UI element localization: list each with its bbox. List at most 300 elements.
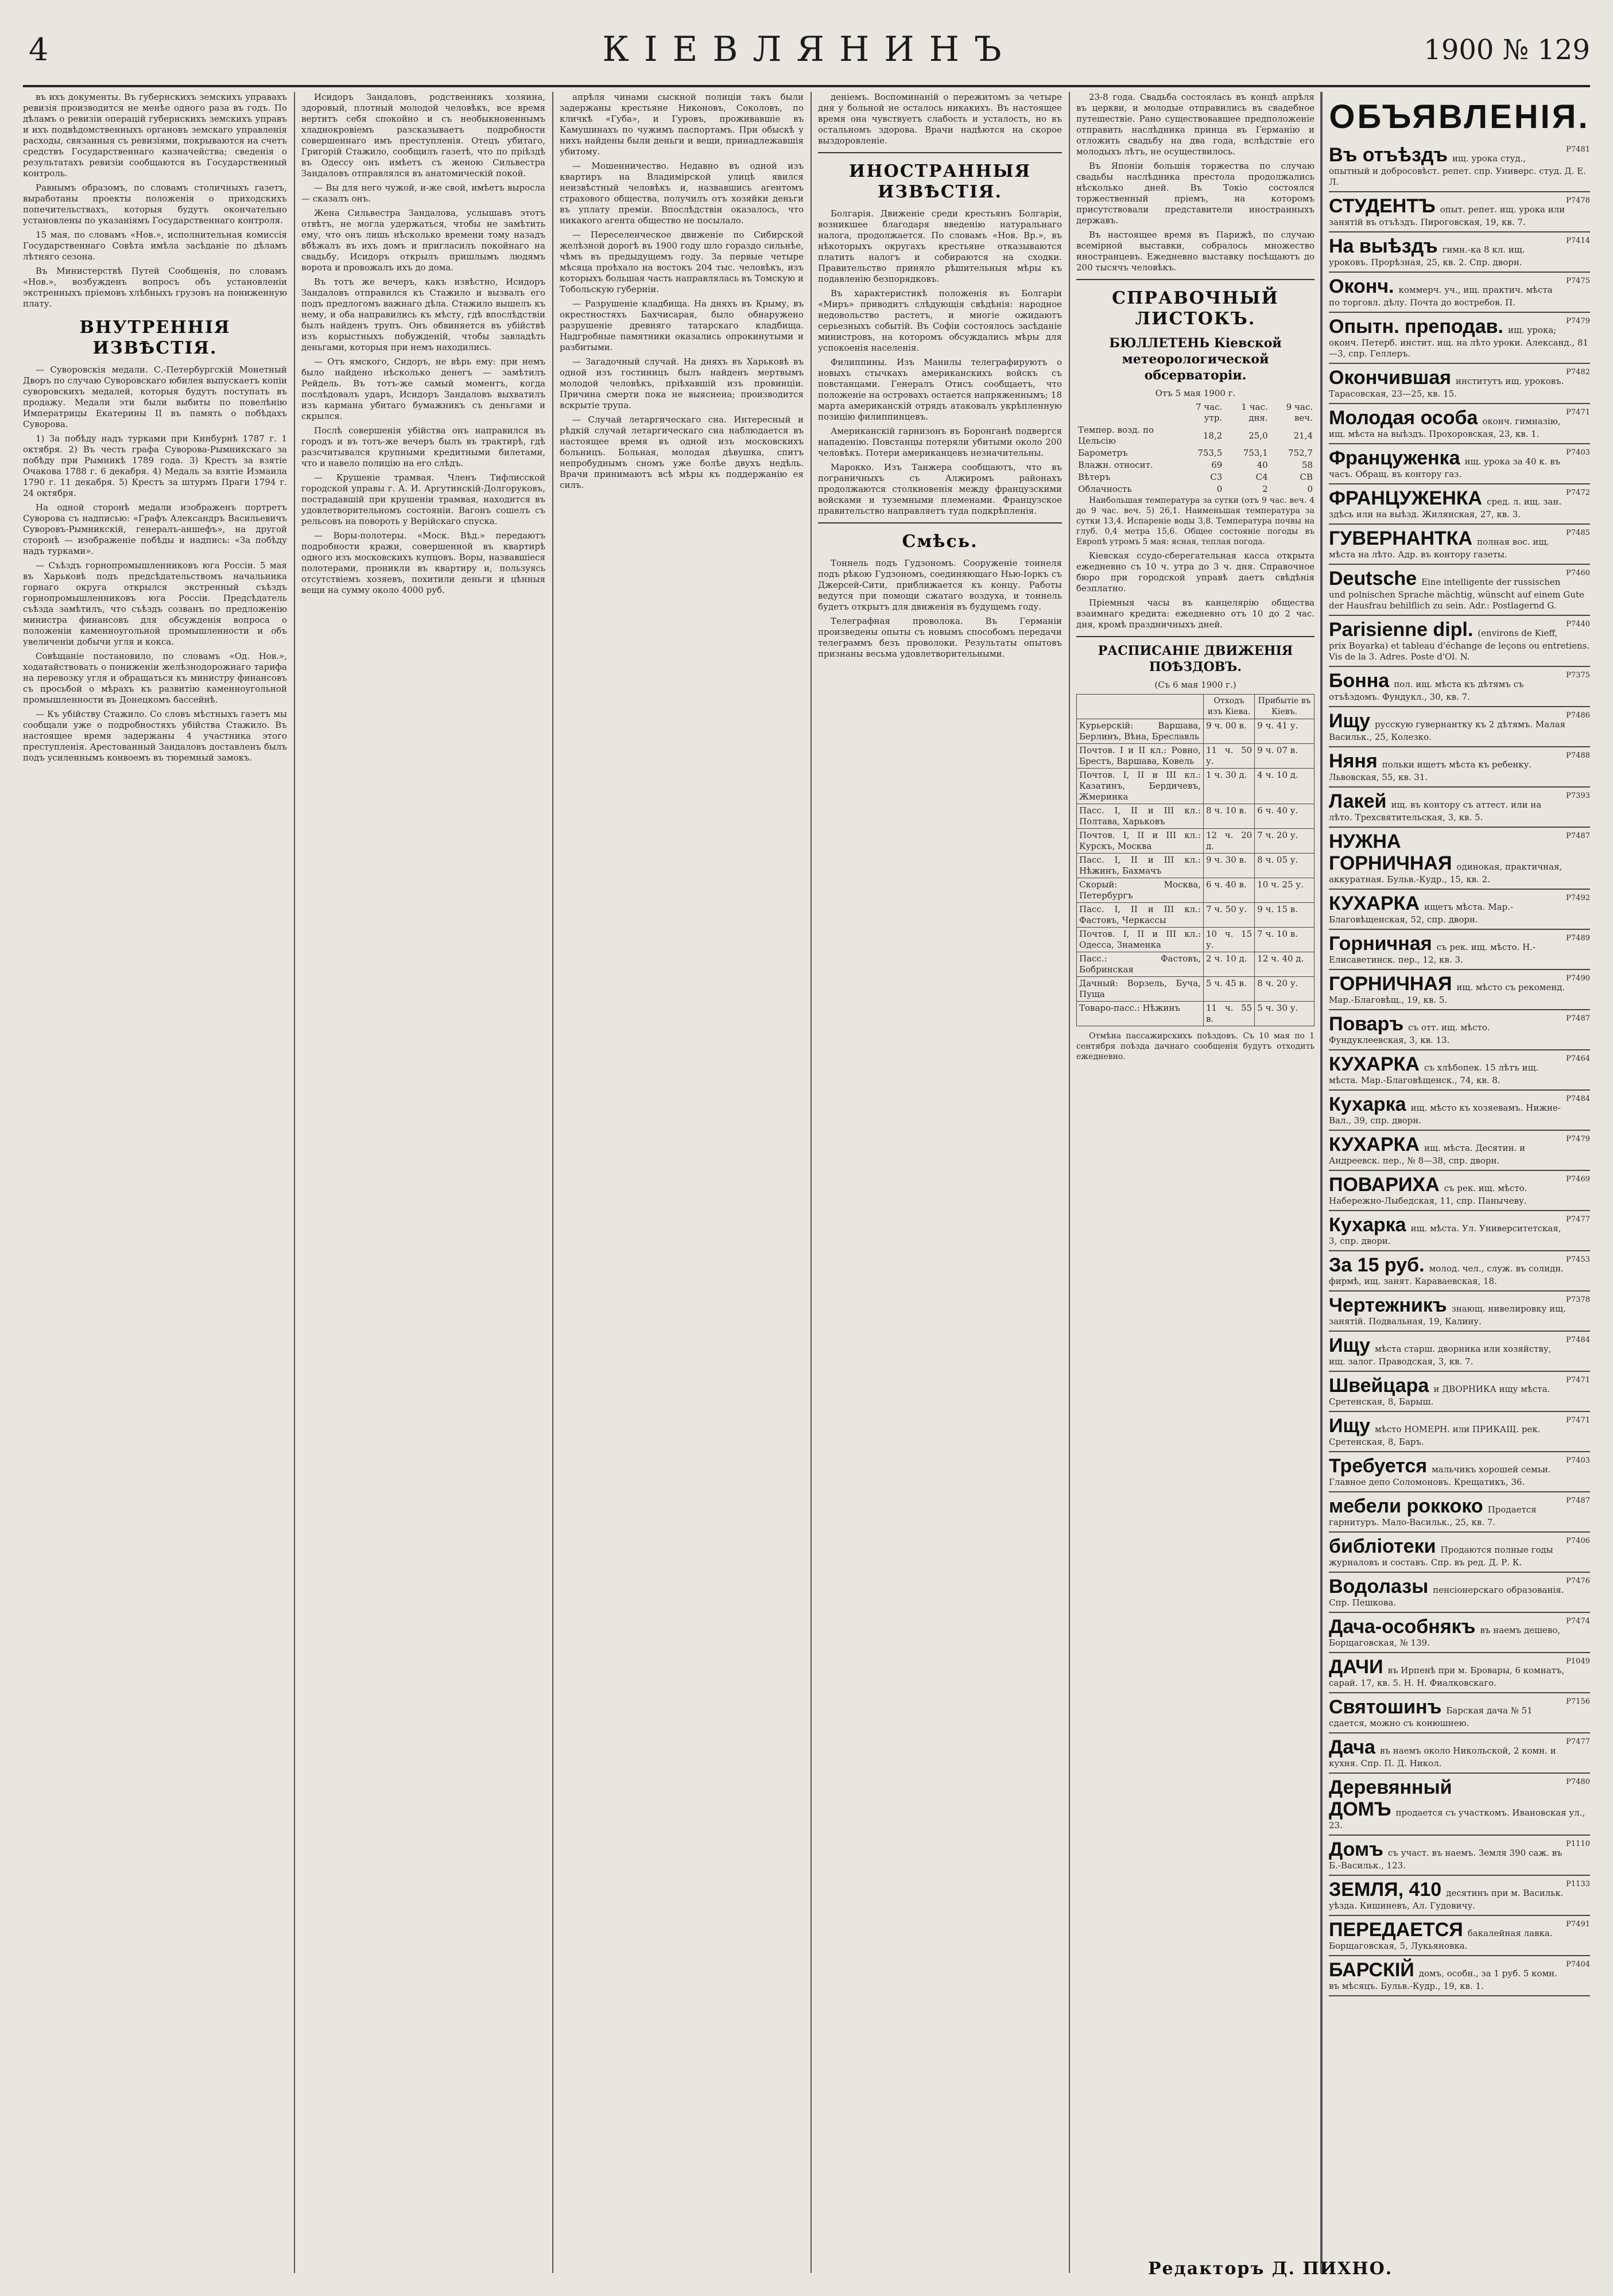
ad-text: сред. л. ищ. зан. здѣсь или на выѣзд. Жилянская, 27, кв. 3. (1329, 497, 1562, 519)
ad-code: Р7404 (1566, 1960, 1590, 1969)
ad-text: пол. ищ. мѣста къ дѣтямъ съ отъѣздомъ. Фундукл., 30, кв. 7. (1329, 679, 1524, 702)
ad-text: ищ. мѣсто къ хозяевамъ. Нижне-Вал., 39, спр. дворн. (1329, 1103, 1561, 1126)
ad-headline: НУЖНА ГОРНИЧНАЯ (1329, 831, 1452, 874)
ad-code: Р7414 (1566, 236, 1590, 245)
column-2 (301, 92, 545, 2273)
weather-cell: 18,2 (1203, 430, 1223, 441)
weather-row (1076, 483, 1315, 495)
schedule-departure: 9 ч. 30 в. (1203, 854, 1254, 878)
schedule-departure: 7 ч. 50 у. (1203, 903, 1254, 928)
ad-headline: Поваръ (1329, 1013, 1404, 1035)
paragraph: Американскій гарнизонъ въ Боронганѣ подвергся нападенію. Повстанцы потеряли убитыми около 200 человѣкъ. Потери американцевъ незначительны. (818, 426, 1062, 458)
ad-code: Р7487 (1566, 1496, 1590, 1505)
ad-text: ищ. урока; оконч. Петерб. инстит. ищ. на лѣто уроки. Александ., 81—3, спр. Геллеръ. (1329, 325, 1589, 359)
ad-code: Р7489 (1566, 934, 1590, 943)
ad-headline: Деревянный ДОМЪ (1329, 1777, 1452, 1820)
paragraph: — Разрушеніе кладбища. На дняхъ въ Крыму, въ окрестностяхъ Бахчисарая, было обнаружено разрушеніе древняго татарскаго кладбища. Надгробные памятники оказались опрокинутыми и разбитыми. (560, 298, 804, 352)
ad-headline: ДАЧИ (1329, 1656, 1383, 1678)
ad-text: Барская дача № 51 сдается, можно съ конюшнею. (1329, 1705, 1533, 1728)
ad-headline: КУХАРКА (1329, 1053, 1420, 1075)
ad-text: оконч. гимназію, ищ. мѣста на выѣздъ. Прохоровская, 23, кв. 1. (1329, 416, 1561, 439)
divider (1076, 279, 1315, 280)
ad-text: институтъ ищ. уроковъ. Тарасовская, 23—25, кв. 15. (1329, 376, 1564, 399)
ad-headline: Въ отъѣздъ (1329, 144, 1448, 166)
schedule-route: Пасс. I, II и III кл.: Фастовъ, Черкассы (1077, 903, 1204, 928)
schedule-arrival: 6 ч. 40 у. (1255, 804, 1315, 829)
schedule-row (1077, 928, 1315, 952)
weather-header-cell: 7 час. утр. (1195, 402, 1223, 423)
ad-headline: Француженка (1329, 447, 1460, 469)
schedule-header-cell: Прибытіе въ Кіевъ. (1255, 695, 1315, 719)
ad-text: опыт. репет. ищ. урока или занятій въ отъѣздъ. Пироговская, 19, кв. 7. (1329, 204, 1565, 227)
ad-text: домъ, особн., за 1 руб. 5 комн. въ мѣсяцъ. Бульв.-Кудр., 19, кв. 1. (1329, 1968, 1557, 1991)
ad-text: мальчикъ хорошей семьи. Главное депо Соломоновъ. Крещатикъ, 36. (1329, 1464, 1551, 1487)
ad-code: Р7477 (1566, 1215, 1590, 1224)
paragraph: — Вы для него чужой, и-же свой, имѣетъ выросла — сказалъ онъ. (301, 183, 545, 204)
paragraph: Жена Сильвестра Зандалова, услышавъ этотъ отвѣтъ, не могла удержаться, чтобы не замѣтить ему, что онъ лишь нѣсколько времени тому назадъ вбѣжалъ въ ихъ домъ и пригласилъ покойнаго на свадьбу. Исидоръ открылъ пришлымъ людямъ ворота и провожалъ ихъ до дома. (301, 208, 545, 273)
ad-code: Р7375 (1566, 671, 1590, 680)
ad-text: (environs de Kieff, prix Boyarka) et tableau d'échange de leçons ou entretiens. Vis de la 3. Adres. Poste d'Ol. N. (1329, 628, 1590, 662)
weather-cell: 753,5 (1197, 448, 1223, 458)
classified-ad (1329, 1836, 1590, 1876)
paragraph: — Отъ ямского, Сидоръ, не вѣрь ему: при немъ было найдено нѣсколько денегъ — замѣтилъ Рейдель. Въ тотъ-же самый моментъ, когда послѣдовалъ ударъ, Исидоръ Зандаловъ выхватилъ изъ кармана убитаго бумажникъ съ деньгами и скрылся. (301, 356, 545, 421)
paragraph: Послѣ совершенія убійства онъ направился въ городъ и въ тотъ-же вечеръ былъ въ трактирѣ, гдѣ разсчитывался крупными кредитными билетами, что и навело полицію на его слѣдъ. (301, 425, 545, 468)
classified-ad (1329, 1010, 1590, 1050)
paragraph: Тоннель подъ Гудзономъ. Сооруженіе тоннеля подъ рѣкою Гудзономъ, соединяющаго Нью-Іоркъ съ Джерсей-Сити, приближается къ концу. Работы ведутся при помощи сжатаго воздуха, и тоннель будетъ открытъ для движенія въ будущемъ году. (818, 558, 1062, 612)
classified-ad (1329, 1251, 1590, 1292)
ad-headline: библіотеки (1329, 1535, 1436, 1557)
paragraph: Болгарія. Движеніе среди крестьянъ Болгаріи, возникшее благодаря введенію натуральнаго налога, продолжается. По словамъ «Нов. Вр.», въ нѣкоторыхъ округахъ крестьяне отказываются платить налогъ и собираются на сходки. Правительство приняло рѣшительныя мѣры къ подавленію безпорядковъ. (818, 208, 1062, 284)
schedule-departure: 11 ч. 55 в. (1203, 1002, 1254, 1026)
schedule-route: Дачный: Ворзель, Буча, Пуща (1077, 977, 1204, 1002)
schedule-route: Почтов. I, II и III кл.: Казатинъ, Бердичевъ, Жмеринка (1077, 769, 1204, 804)
classified-ad (1329, 484, 1590, 525)
paragraph: 23-8 года. Свадьба состоялась въ концѣ апрѣля въ церкви, и молодые отправились въ свадебное путешествіе. Рано существовавшее предположеніе отправить наслѣдника принца въ Германію и отложить свадьбу на два года, вслѣдствіе его молодыхъ лѣтъ, не осуществилось. (1076, 92, 1315, 157)
ad-text: ищ. урока за 40 к. въ часъ. Обращ. въ контору газ. (1329, 456, 1561, 479)
schedule-arrival: 8 ч. 05 у. (1255, 854, 1315, 878)
ad-text: съ участ. въ наемъ. Земля 390 саж. въ Б.-Васильк., 123. (1329, 1848, 1562, 1871)
schedule-departure: 12 ч. 20 д. (1203, 829, 1254, 854)
column-4 (818, 92, 1062, 2273)
classified-ad (1329, 1211, 1590, 1251)
weather-cell: С3 (1210, 472, 1223, 482)
issue-date: 1900 № 129 (1424, 34, 1590, 66)
classified-ad (1329, 1573, 1590, 1613)
schedule-row (1077, 829, 1315, 854)
ad-headline: Дача (1329, 1736, 1375, 1758)
weather-cell: Барометръ (1078, 448, 1128, 458)
schedule-arrival: 9 ч. 15 в. (1255, 903, 1315, 928)
ad-code: Р7476 (1566, 1577, 1590, 1585)
ad-code: Р7488 (1566, 751, 1590, 760)
weather-cell: 753,1 (1243, 448, 1268, 458)
schedule-row (1077, 769, 1315, 804)
schedule-row (1077, 878, 1315, 903)
ad-text: въ наемъ дешево, Борщаговская, № 139. (1329, 1625, 1561, 1648)
classified-ad (1329, 707, 1590, 747)
paragraph: 15 мая, по словамъ «Нов.», исполнительная комиссія Государственнаго Совѣта имѣла засѣданіе по дѣламъ лѣтняго сезона. (23, 230, 287, 262)
bulletin-date: Отъ 5 мая 1900 г. (1155, 388, 1236, 398)
ad-headline: мебели роккоко (1329, 1495, 1483, 1517)
classified-ad (1329, 1533, 1590, 1573)
ad-code: Р7484 (1566, 1336, 1590, 1344)
paragraph: — Мошенничество. Недавно въ одной изъ квартиръ на Владимірской улицѣ явился неизвѣстный человѣкъ и, назвавшись агентомъ страхового общества, получилъ отъ хозяйки деньги въ уплату преміи. Впослѣдствіи оказалось, что никакого агента общество не посылало. (560, 161, 804, 226)
paragraph: Въ тотъ же вечеръ, какъ извѣстно, Исидоръ Зандаловъ отправился къ Стажило и вызвалъ его подъ предлогомъ важнаго дѣла. Стажило вышелъ къ нему, и оба направились къ мѣсту, гдѣ впослѣдствіи былъ найденъ трупъ. Онъ обвиняется въ убійствѣ изъ корыстныхъ побужденій, чтобы завладѣть деньгами, которыя при немъ находились. (301, 277, 545, 352)
paragraph: — Къ убійству Стажило. Со словъ мѣстныхъ газетъ мы сообщали уже о подробностяхъ убійства Стажило. Въ настоящее время задержаны 4 участника этого преступленія. Арестованный Зандаловъ доставленъ былъ подъ усиленнымъ конвоемъ въ тюремный замокъ. (23, 709, 287, 763)
ad-text: польки ищетъ мѣста къ ребенку. Львовская, 55, кв. 31. (1329, 759, 1532, 782)
classified-ad (1329, 1613, 1590, 1653)
classified-ad (1329, 970, 1590, 1010)
ad-text: бакалейная лавка. Борщаговская, 5, Лукьяновка. (1329, 1928, 1553, 1951)
ad-headline: ПЕРЕДАЕТСЯ (1329, 1919, 1463, 1941)
schedule-arrival: 10 ч. 25 у. (1255, 878, 1315, 903)
column-5 (1076, 92, 1315, 2250)
classified-ad (1329, 1171, 1590, 1211)
ad-text: съ рек. ищ. мѣсто. Набережно-Лыбедская, 11, спр. Панычеву. (1329, 1183, 1527, 1206)
ad-text: въ наемъ около Никольской, 2 комн. и кухня. Спр. П. Д. Никол. (1329, 1746, 1556, 1768)
schedule-arrival: 4 ч. 10 д. (1255, 769, 1315, 804)
weather-cell: Влажн. относит. (1078, 460, 1153, 470)
classified-ad (1329, 1292, 1590, 1332)
ad-text: знающ. нивелировку ищ. занятій. Подвальная, 19, Калину. (1329, 1304, 1566, 1327)
ad-code: Р7484 (1566, 1095, 1590, 1103)
ads-heading: ОБЪЯВЛЕНІЯ. (1329, 98, 1590, 135)
schedule-departure: 6 ч. 40 в. (1203, 878, 1254, 903)
classified-ad (1329, 1372, 1590, 1412)
ad-code: Р7485 (1566, 529, 1590, 537)
paragraph: 1) За побѣду надъ турками при Кинбурнѣ 1787 г. 1 октября. 2) Въ честь графа Суворова-Рымникскаго за побѣду при Рымникѣ 1789 года. 3) Крестъ за взятіе Очакова 1788 г. 6 декабря. 4) Медаль за взятіе Измаила 1790 г. 11 декабря. 5) Крестъ за штурмъ Праги 1794 г. 24 октября. (23, 433, 287, 498)
schedule-route: Почтов. I, II и III кл.: Курскъ, Москва (1077, 829, 1204, 854)
classified-ad (1329, 232, 1590, 273)
divider (818, 522, 1062, 523)
section-heading-foreign: ИНОСТРАННЫЯ ИЗВѢСТІЯ. (848, 161, 1032, 202)
ad-code: Р1049 (1566, 1657, 1590, 1666)
column-rule (811, 92, 812, 2273)
ad-code: Р7482 (1566, 368, 1590, 377)
ad-text: ищ. мѣста. Ул. Университетская, 3, спр. двори. (1329, 1223, 1561, 1246)
schedule-route: Почтов. I, II и III кл.: Одесса, Знаменка (1077, 928, 1204, 952)
ad-headline: На выѣздъ (1329, 235, 1438, 257)
ad-code: Р7477 (1566, 1737, 1590, 1746)
classified-ad (1329, 273, 1590, 313)
weather-row (1076, 459, 1315, 471)
schedule-date: (Съ 6 мая 1900 г.) (1154, 680, 1236, 690)
weather-header-row (1076, 401, 1315, 424)
ad-code: Р7472 (1566, 488, 1590, 497)
schedule-row (1077, 804, 1315, 829)
paragraph: — Загадочный случай. На дняхъ въ Харьковѣ въ одной изъ гостиницъ былъ найденъ мертвымъ молодой человѣкъ, пріѣхавшій изъ провинціи. Причина смерти пока не выяснена; производится вскрытіе трупа. (560, 356, 804, 410)
ad-code: Р7474 (1566, 1617, 1590, 1626)
schedule-departure: 10 ч. 15 у. (1203, 928, 1254, 952)
classified-ad (1329, 1452, 1590, 1492)
divider (1076, 636, 1315, 637)
ad-headline: ГУВЕРНАНТКА (1329, 528, 1473, 549)
schedule-arrival: 8 ч. 20 у. (1255, 977, 1315, 1002)
weather-cell: 25,0 (1248, 430, 1268, 441)
ad-headline: Кухарка (1329, 1214, 1406, 1236)
paragraph: — Переселенческое движеніе по Сибирской желѣзной дорогѣ въ 1900 году шло гораздо сильнѣе, чѣмъ въ предыдущемъ году. За первые четыре мѣсяца проѣхало на востокъ 204 тыс. человѣкъ, изъ которыхъ большая часть направлялась въ Томскую и Тобольскую губерніи. (560, 230, 804, 294)
paragraph: Отмѣна пассажирскихъ поѣздовъ. Съ 10 мая по 1 сентября поѣзда дачнаго сообщенія будутъ отходить ежедневно. (1076, 1031, 1315, 1061)
weather-cell: Темпер. возд. по Цельсію (1078, 425, 1154, 446)
classified-ad (1329, 616, 1590, 667)
ad-headline: Дача-особнякъ (1329, 1616, 1476, 1638)
ad-headline: ПОВАРИХА (1329, 1174, 1440, 1196)
ad-headline: Молодая особа (1329, 407, 1478, 429)
schedule-row (1077, 744, 1315, 769)
classified-ad (1329, 525, 1590, 565)
ad-text: Продается гарнитуръ. Мало-Васильк., 25, кв. 7. (1329, 1504, 1537, 1527)
ad-text: Продаются полные годы журналовъ и составъ. Спр. въ ред. Д. Р. К. (1329, 1545, 1553, 1568)
classified-ad (1329, 1332, 1590, 1372)
classified-ad (1329, 667, 1590, 707)
ad-headline: ГОРНИЧНАЯ (1329, 973, 1452, 995)
weather-cell: Облачность (1078, 484, 1132, 494)
weather-cell: Вѣтеръ (1078, 472, 1111, 482)
ad-headline: Чертежникъ (1329, 1294, 1447, 1316)
paragraph: Совѣщаніе постановило, по словамъ «Од. Нов.», ходатайствовать о пониженіи желѣзнодорожнаго тарифа на перевозку угля и обращаться къ министру финансовъ съ просьбой о мѣрахъ къ развитію каменноугольной промышленности въ Донецкомъ бассейнѣ. (23, 651, 287, 705)
ad-headline: КУХАРКА (1329, 893, 1420, 914)
classified-ad (1329, 1916, 1590, 1956)
ad-headline: За 15 руб. (1329, 1254, 1425, 1276)
masthead-rule (23, 85, 1590, 87)
ad-code: Р7479 (1566, 317, 1590, 325)
section-heading-reference: СПРАВОЧНЫЙ ЛИСТОКЪ. (1112, 288, 1279, 329)
schedule-heading: РАСПИСАНІЕ ДВИЖЕНІЯ ПОѢЗДОВЪ. (1098, 643, 1293, 674)
ad-code: Р7478 (1566, 196, 1590, 205)
ad-headline: СТУДЕНТЪ (1329, 195, 1436, 217)
ad-headline: Швейцара (1329, 1375, 1429, 1397)
paragraph: — Воры-полотеры. «Моск. Вѣд.» передаютъ подробности кражи, совершенной въ квартирѣ одного изъ московскихъ купцовъ. Воры, назвавшіеся полотерами, проникли въ квартиру и, пользуясь отсутствіемъ хозяевъ, похитили деньги и цѣнныя вещи на сумму около 4000 руб. (301, 530, 545, 595)
classified-ad (1329, 1091, 1590, 1131)
weather-cell: 0 (1216, 484, 1223, 494)
classified-ad (1329, 1876, 1590, 1916)
paragraph: — Съѣздъ горнопромышленниковъ юга Россіи. 5 мая въ Харьковѣ подъ предсѣдательствомъ начальника горнаго округа открылся экстренный съѣздъ горнопромышленниковъ юга Россіи. Предсѣдатель съѣзда замѣтилъ, что съѣздъ созванъ по предложенію министра финансовъ для обсужденія вопроса о положеніи каменноугольной промышленности и объ увеличеніи добычи угля и кокса. (23, 560, 287, 647)
ad-code: Р7156 (1566, 1697, 1590, 1706)
column-rule (1069, 92, 1070, 2273)
schedule-route: Почтов. I и II кл.: Ровно, Брестъ, Варшава, Ковель (1077, 744, 1204, 769)
ad-text: ищ. урока студ., опытный и добросовѣст. репет. спр. Универс. студ. Д. Е. Л. (1329, 153, 1586, 187)
classified-ad (1329, 1693, 1590, 1733)
schedule-departure: 5 ч. 45 в. (1203, 977, 1254, 1002)
ad-headline: Кухарка (1329, 1093, 1406, 1115)
paragraph: деніемъ. Воспоминаній о пережитомъ за четыре дня у больной не осталось никакихъ. Въ настоящее время она чувствуетъ слабость и усталость, но въ остальномъ здорова. Врачи надѣются на скорое выздоровленіе. (818, 92, 1062, 146)
weather-cell: С4 (1255, 472, 1268, 482)
editor-signature: Редакторъ Д. ПИХНО. (1148, 2259, 1393, 2279)
schedule-departure: 9 ч. 00 в. (1203, 719, 1254, 744)
train-schedule-table (1076, 694, 1315, 1026)
column-1 (23, 92, 287, 2273)
ad-text: Eine intelligente der russischen und polnischen Sprache mächtig, wünscht auf einem Gute der Hausfrau behilflich zu sein. Adr.: Postlagernd G. (1329, 577, 1584, 611)
ad-text: съ хлѣбопек. 15 лѣтъ ищ. мѣста. Мар.-Благовѣщенск., 74, кв. 8. (1329, 1062, 1539, 1085)
masthead (29, 26, 1590, 77)
ad-text: продается съ участкомъ. Ивановская ул., 23. (1329, 1808, 1585, 1830)
schedule-row (1077, 1002, 1315, 1026)
ad-headline: Горничная (1329, 933, 1432, 955)
ad-headline: КУХАРКА (1329, 1134, 1420, 1155)
ad-code: Р1133 (1566, 1880, 1590, 1888)
ads-list (1329, 141, 1590, 1996)
schedule-row (1077, 952, 1315, 977)
ad-text: ищ. въ контору съ аттест. или на лѣто. Трехсвятительская, 3, кв. 5. (1329, 800, 1542, 823)
column-rule (552, 92, 553, 2273)
classified-ad (1329, 313, 1590, 364)
schedule-header-cell (1077, 695, 1204, 719)
classified-ad (1329, 404, 1590, 444)
classified-ad (1329, 1956, 1590, 1996)
paragraph: Равнымъ образомъ, по словамъ столичныхъ газетъ, выработаны проекты положенія о приходскихъ попечительствахъ, которыя будутъ окончательно установлены по указаніямъ Государственнаго контроля. (23, 183, 287, 226)
paragraph: — Крушеніе трамвая. Членъ Тифлисской городской управы г. А. И. Аргутинскій-Долгоруковъ, пострадавшій при крушеніи трамвая, находится въ удовлетворительномъ состояніи. Вагонъ сошелъ съ рельсовъ на повороть у Верійскаго спуска. (301, 472, 545, 526)
schedule-route: Пасс. I, II и III кл.: Нѣжинъ, Бахмачъ (1077, 854, 1204, 878)
classified-ad (1329, 828, 1590, 890)
paragraph: На одной сторонѣ медали изображенъ портретъ Суворова съ надписью: «Графъ Александръ Васильевичъ Суворовъ-Рымникскій, генералъ-аншефъ», на другой сторонѣ — изображеніе побѣды и надпись: «За побѣду надъ турками». (23, 502, 287, 556)
classified-ad (1329, 747, 1590, 788)
weather-cell: 752,7 (1288, 448, 1313, 458)
paragraph: Кіевская ссудо-сберегательная касса открыта ежедневно съ 10 ч. утра до 3 ч. дня. Справочное бюро при городской управѣ даетъ свѣдѣнія безплатно. (1076, 550, 1315, 594)
ad-code: Р7481 (1566, 145, 1590, 154)
column-rule (294, 92, 295, 2273)
paragraph: Въ Министерствѣ Путей Сообщенія, по словамъ «Нов.», возбужденъ вопросъ объ установленіи экстренныхъ пріемовъ хлѣбныхъ грузовъ на пониженную плату. (23, 266, 287, 309)
ad-text: мѣста старш. дворника или хозяйству, ищ. залог. Праводская, 3, кв. 7. (1329, 1344, 1552, 1367)
classified-ad (1329, 1412, 1590, 1452)
schedule-row (1077, 903, 1315, 928)
schedule-header-row (1077, 695, 1315, 719)
ad-headline: Опытн. преподав. (1329, 316, 1504, 338)
ad-headline: ЗЕМЛЯ, 410 (1329, 1879, 1442, 1901)
schedule-row (1077, 854, 1315, 878)
weather-cell: 69 (1211, 460, 1223, 470)
ad-text: молод. чел., служ. въ солидн. фирмѣ, ищ. занят. Караваевская, 18. (1329, 1263, 1564, 1286)
ad-headline: Няня (1329, 750, 1378, 772)
paragraph: Въ характеристикѣ положенія въ Болгаріи «Миръ» приводитъ слѣдующія свѣдѣнія: народное недовольство растетъ, и многіе ожидаютъ серьезныхъ событій. Въ Софіи состоялось засѣданіе министровъ, на которомъ обсуждались мѣры для успокоенія населенія. (818, 288, 1062, 353)
schedule-route: Пасс.: Фастовъ, Бобринская (1077, 952, 1204, 977)
paragraph: Марокко. Изъ Танжера сообщаютъ, что въ пограничныхъ съ Алжиромъ районахъ продолжаются столкновенія между французскими войсками и туземными племенами. Французское правительство направляетъ туда подкрѣпленія. (818, 462, 1062, 516)
schedule-arrival: 9 ч. 41 у. (1255, 719, 1315, 744)
ad-code: Р7471 (1566, 1376, 1590, 1384)
weather-cell: 40 (1257, 460, 1268, 470)
weather-header-cell: 1 час. дня. (1241, 402, 1268, 423)
paragraph: Филиппины. Изъ Манилы телеграфируютъ о новыхъ стычкахъ американскихъ войскъ съ повстанцами. Генералъ Отисъ сообщаетъ, что положеніе на островахъ остается напряженнымъ; 18 марта американскій отрядъ атаковалъ укрѣпленную позицію филиппинцевъ. (818, 357, 1062, 422)
ad-text: ищ. мѣста. Десятин. и Андреевск. пер., № 8—38, спр. дворн. (1329, 1143, 1526, 1166)
schedule-arrival: 7 ч. 10 в. (1255, 928, 1315, 952)
column-3 (560, 92, 804, 2273)
ad-code: Р1110 (1566, 1840, 1590, 1848)
paragraph: Въ настоящее время въ Парижѣ, по случаю всемірной выставки, собралось множество иностранцевъ. Ежедневно выставку посѣщаютъ до 200 тысячъ человѣкъ. (1076, 230, 1315, 273)
ad-code: Р7464 (1566, 1054, 1590, 1063)
paragraph: Исидоръ Зандаловъ, родственникъ хозяина, здоровый, плотный молодой человѣкъ, все время вертитъ себя спокойно и съ необыкновеннымъ хладнокровіемъ разсказываетъ подробности совершеннаго имъ преступленія. Отецъ убитаго, Григорій Стажило, сообщилъ газетѣ, что по пріѣздѣ въ Одессу онъ имѣетъ съ женою Сильвестра Зандаловъ отправлялся въ анатомическій покой. (301, 92, 545, 179)
weather-cell: 0 (1307, 484, 1313, 494)
weather-row (1076, 447, 1315, 459)
ad-code: Р7453 (1566, 1255, 1590, 1264)
classified-ad (1329, 444, 1590, 484)
weather-row (1076, 471, 1315, 483)
classified-ad (1329, 1131, 1590, 1171)
newspaper-title: КІЕВЛЯНИНЪ (602, 29, 1017, 69)
ad-headline: Водолазы (1329, 1576, 1429, 1597)
weather-header-cell (1076, 401, 1179, 424)
classified-ad (1329, 192, 1590, 232)
schedule-route: Курьерскій: Варшава, Берлинъ, Вѣна, Бреславль (1077, 719, 1204, 744)
weather-cell: 21,4 (1293, 430, 1313, 441)
classified-ad (1329, 1050, 1590, 1091)
classified-ad (1329, 1733, 1590, 1774)
classified-ad (1329, 1653, 1590, 1693)
ad-text: пенсіонерскаго образованія. Спр. Пешкова. (1329, 1585, 1564, 1608)
bulletin-heading: БЮЛЛЕТЕНЬ Кіевской метеорологической обсерваторіи. (1109, 336, 1282, 383)
page-number: 4 (29, 32, 49, 68)
ad-headline: Святошинъ (1329, 1696, 1442, 1718)
paragraph: Въ Японіи большія торжества по случаю свадьбы наслѣдника престола продолжались нѣсколько дней. Въ Токіо состоялся торжественный пріемъ, на которомъ присутствовали представители иностранныхъ державъ. (1076, 161, 1315, 226)
schedule-route: Скорый: Москва, Петербургъ (1077, 878, 1204, 903)
ad-text: гимн.-ка 8 кл. ищ. уроковъ. Прорѣзная, 25, кв. 2. Спр. дворн. (1329, 245, 1525, 267)
ad-code: Р7403 (1566, 1456, 1590, 1465)
ad-text: десятинъ при м. Васильк. уѣзда. Кишиневъ, Ал. Гудовичу. (1329, 1888, 1564, 1911)
paragraph: Телеграфная проволока. Въ Германіи произведены опыты съ новымъ способомъ передачи телеграммъ безъ проволоки. Результаты опытовъ признаны весьма удовлетворительными. (818, 616, 1062, 659)
ad-code: Р7475 (1566, 277, 1590, 285)
advertisements-column (1329, 92, 1590, 2273)
ad-headline: Лакей (1329, 790, 1387, 812)
schedule-departure: 11 ч. 50 у. (1203, 744, 1254, 769)
ad-text: съ рек. ищ. мѣсто. Н.-Елисаветинск. пер., 12, кв. 3. (1329, 942, 1536, 965)
ad-headline: Deutsche (1329, 568, 1417, 589)
classified-ad (1329, 890, 1590, 930)
paragraph: Пріемныя часы въ канцелярію общества взаимнаго кредита: ежедневно отъ 10 до 2 час. дня, кромѣ праздничныхъ дней. (1076, 598, 1315, 630)
ad-headline: Требуется (1329, 1455, 1428, 1477)
schedule-arrival: 5 ч. 30 у. (1255, 1002, 1315, 1026)
ad-text: ищетъ мѣста. Мар.-Благовѣщенская, 52, спр. дворн. (1329, 902, 1514, 925)
ad-text: съ отт. ищ. мѣсто. Фундуклеевская, 3, кв. 13. (1329, 1022, 1490, 1045)
classified-ad (1329, 1774, 1590, 1836)
ad-text: ищ. мѣсто съ рекоменд. Мар.-Благовѣщ., 19, кв. 5. (1329, 982, 1565, 1005)
schedule-arrival: 12 ч. 40 д. (1255, 952, 1315, 977)
column-rule (1320, 92, 1323, 2273)
paragraph: въ ихъ документы. Въ губернскихъ земскихъ управахъ ревизія производится не менѣе одного раза въ годъ. По дѣламъ о ревизіи операцій губернскихъ земскихъ управъ и ихъ подвѣдомственныхъ органовъ земскаго управленія расходы, связанныя съ ревизіями, покрываются на счетъ средствъ Государственнаго казначейства; сведенія о результатахъ ревизіи сообщаются въ Государственный контроль. (23, 92, 287, 179)
ad-code: Р7486 (1566, 711, 1590, 720)
schedule-header-cell: Отходъ изъ Кіева. (1203, 695, 1254, 719)
classified-ad (1329, 364, 1590, 404)
weather-row (1076, 424, 1315, 447)
ad-headline: Домъ (1329, 1839, 1383, 1860)
ad-headline: Окончившая (1329, 367, 1451, 389)
ad-headline: Ищу (1329, 710, 1371, 732)
weather-cell: 2 (1262, 484, 1268, 494)
ad-headline: БАРСКІЙ (1329, 1959, 1414, 1981)
weather-cell: СВ (1300, 472, 1313, 482)
paragraph: апрѣля чинами сыскной полиціи такъ были задержаны крестьяне Никоновъ, Соколовъ, по кличкѣ «Губа», и Гуровъ, проживавшіе въ Камушинахъ по чужимъ паспортамъ. При обыскѣ у нихъ найдены были деньги и вещи, принадлежавшія убитому. (560, 92, 804, 157)
divider (818, 152, 1062, 153)
ad-code: Р7471 (1566, 408, 1590, 417)
ad-code: Р7406 (1566, 1537, 1590, 1545)
schedule-row (1077, 719, 1315, 744)
ad-headline: ФРАНЦУЖЕНКА (1329, 487, 1483, 509)
classified-ad (1329, 930, 1590, 970)
classified-ad (1329, 141, 1590, 192)
weather-cell: 58 (1301, 460, 1313, 470)
schedule-departure: 8 ч. 10 в. (1203, 804, 1254, 829)
schedule-arrival: 7 ч. 20 у. (1255, 829, 1315, 854)
ad-text: и ДВОРНИКА ищу мѣста. Сретенская, 8, Барыш. (1329, 1384, 1550, 1407)
schedule-route: Пасс. I, II и III кл.: Полтава, Харьковъ (1077, 804, 1204, 829)
paragraph: — Суворовскія медали. С.-Петербургскій Монетный Дворъ по случаю Суворовскаго юбилея выпускаетъ копіи суворовскихъ медалей, которыя будутъ поступать въ продажу. Медали эти были выбиты по повелѣнію Императрицы Екатерины II въ память о побѣдахъ Суворова. (23, 364, 287, 429)
ad-headline: Parisienne dipl. (1329, 619, 1474, 641)
ad-text: русскую гувернантку къ 2 дѣтямъ. Малая Васильк., 25, Колезко. (1329, 719, 1566, 742)
ad-code: Р7487 (1566, 832, 1590, 840)
ad-code: Р7492 (1566, 894, 1590, 902)
ad-headline: Ищу (1329, 1415, 1371, 1437)
section-heading-mix: Смѣсь. (902, 532, 978, 552)
ad-code: Р7403 (1566, 448, 1590, 457)
schedule-route: Товаро-пасс.: Нѣжинъ (1077, 1002, 1204, 1026)
schedule-arrival: 9 ч. 07 в. (1255, 744, 1315, 769)
